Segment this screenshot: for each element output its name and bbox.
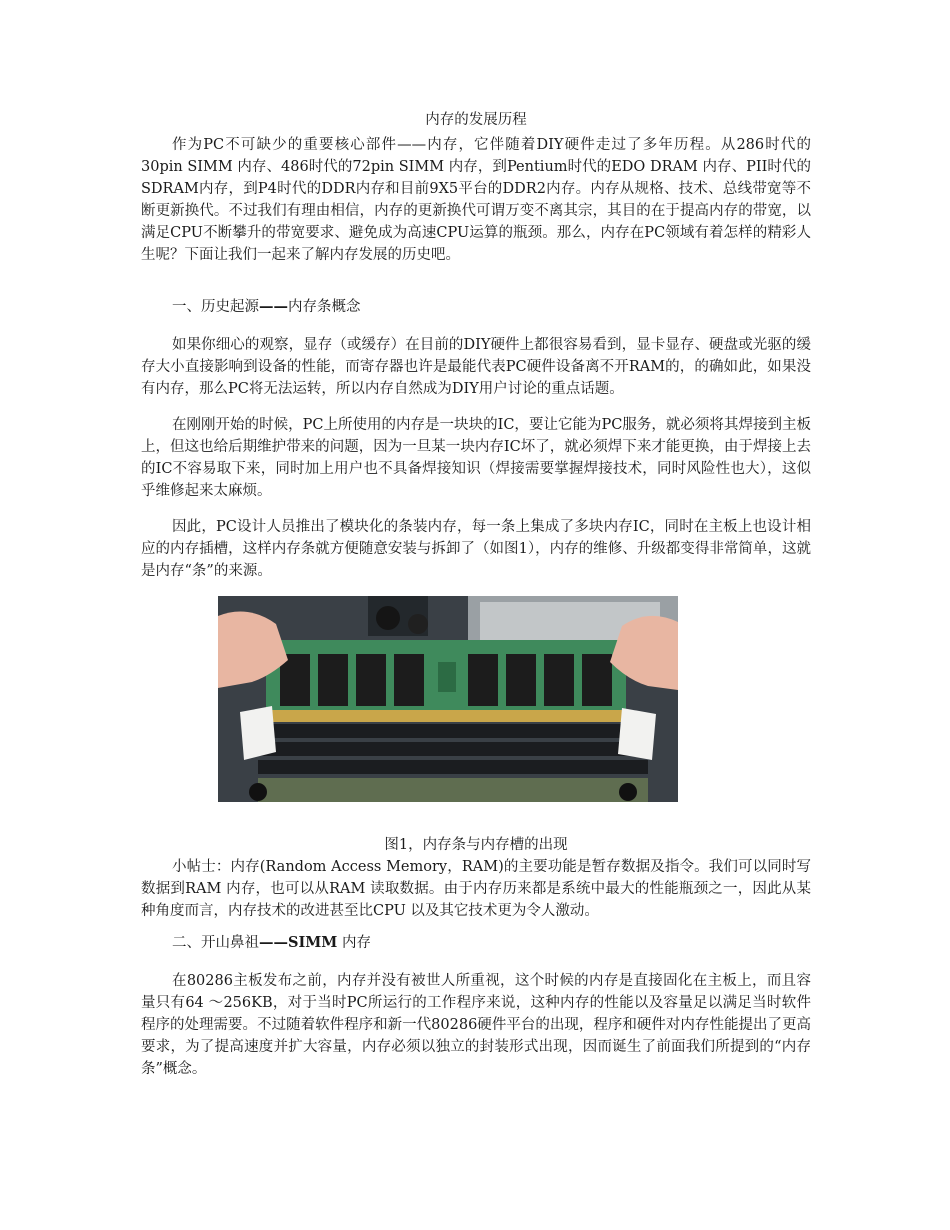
- section1-heading-suffix: 内存条概念: [288, 299, 361, 315]
- tip-paragraph: 小帖士：内存(Random Access Memory，RAM)的主要功能是暂存数据及指令。我们可以同时写数据到RAM 内存，也可以从RAM 读取数据。由于内存历来都是系统中最大的性能瓶颈之一，因此从某种角度而言，内存技术的改进甚至比CPU 以及其它技术更为令人激动。: [141, 859, 811, 919]
- section2-heading-bold: ——SIMM: [259, 934, 338, 951]
- document-title: 内存的发展历程: [425, 112, 527, 128]
- section2-heading: [141, 932, 811, 954]
- section2-heading-prefix: 二、开山鼻祖: [172, 935, 259, 951]
- section1-paragraph-1: 如果你细心的观察，显存（或缓存）在目前的DIY硬件上都很容易看到，显卡显存、硬盘或光驱的缓存大小直接影响到设备的性能，而寄存器也许是最能代表PC硬件设备离不开RAM的，的确如此，如果没有内存，那么PC将无法运转，所以内存自然成为DIY用户讨论的重点话题。: [141, 337, 811, 397]
- section1-paragraph-2: 在刚刚开始的时候，PC上所使用的内存是一块块的IC，要让它能为PC服务，就必须将其焊接到主板上，但这也给后期维护带来的问题，因为一旦某一块内存IC坏了，就必须焊下来才能更换，由于焊接上去的IC不容易取下来，同时加上用户也不具备焊接知识（焊接需要掌握焊接技术，同时风险性也大），这似乎维修起来太麻烦。: [141, 417, 811, 499]
- intro-paragraph: 作为PC不可缺少的重要核心部件——内存，它伴随着DIY硬件走过了多年历程。从286时代的30pin SIMM 内存、486时代的72pin SIMM 内存，到Pentium时代的EDO DRAM 内存、PII时代的SDRAM内存，到P4时代的DDR内存和目前9X5平台的DDR2内存。内存从规格、技术、总线带宽等不断更新换代。不过我们有理由相信，内存的更新换代可谓万变不离其宗，其目的在于提高内存的带宽，以满足CPU不断攀升的带宽要求、避免成为高速CPU运算的瓶颈。那么，内存在PC领域有着怎样的精彩人生呢？下面让我们一起来了解内存发展的历史吧。: [141, 137, 811, 263]
- section1-paragraph-3: 因此，PC设计人员推出了模块化的条装内存，每一条上集成了多块内存IC，同时在主板上也设计相应的内存插槽，这样内存条就方便随意安装与拆卸了（如图1），内存的维修、升级都变得非常简单，这就是内存“条”的来源。: [141, 519, 811, 579]
- section1-heading-dash: ——: [259, 298, 288, 315]
- section2-paragraph-1: 在80286主板发布之前，内存并没有被世人所重视，这个时候的内存是直接固化在主板上，而且容量只有64 ～256KB，对于当时PC所运行的工作程序来说，这种内存的性能以及容量足以满足当时软件程序的处理需要。不过随着软件程序和新一代80286硬件平台的出现，程序和硬件对内存性能提出了更高要求，为了提高速度并扩大容量，内存必须以独立的封装形式出现，因而诞生了前面我们所提到的“内存条”概念。: [141, 973, 811, 1077]
- memory-module-illustration: [218, 596, 678, 802]
- section1-heading-prefix: 一、历史起源: [172, 299, 259, 315]
- figure-caption: 图1，内存条与内存槽的出现: [384, 837, 568, 853]
- section1-heading: [141, 296, 811, 318]
- memory-module-photo: [218, 596, 678, 802]
- section2-heading-suffix: 内存: [337, 935, 371, 951]
- document-page: [141, 108, 811, 1080]
